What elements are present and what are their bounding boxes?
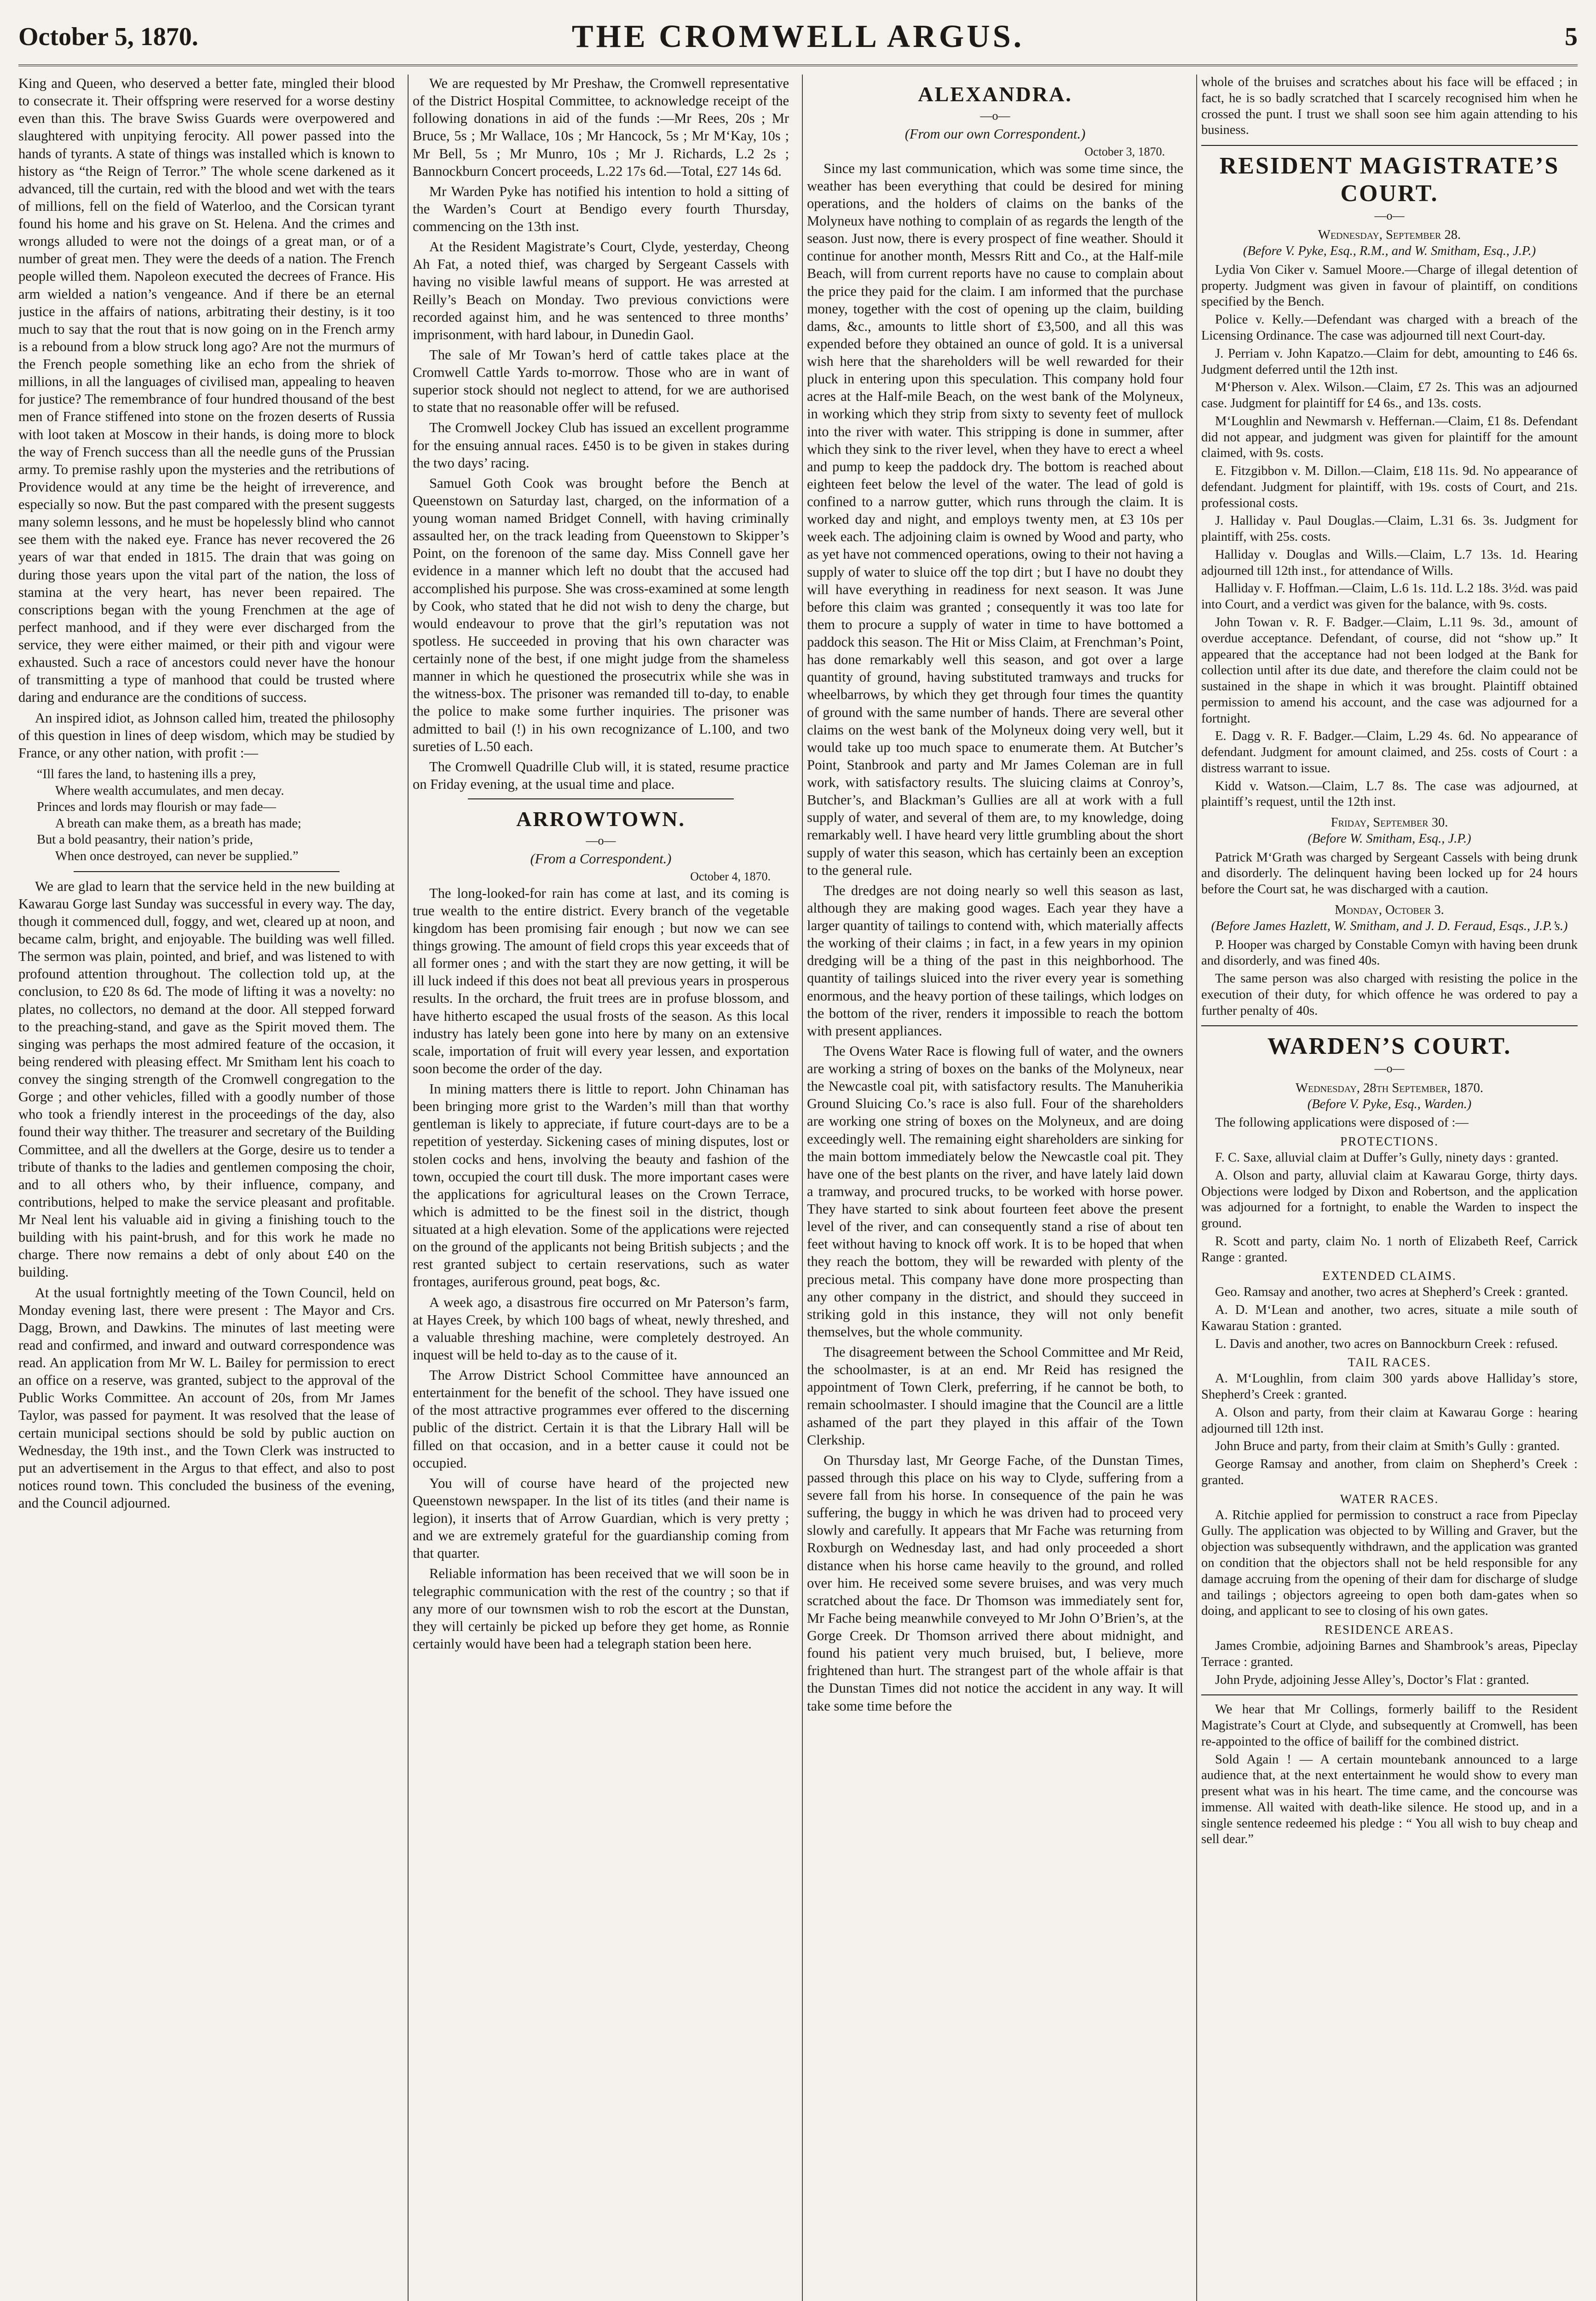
court-case: John Bruce and party, from their claim at Smith’s Gully : granted.	[1215, 1439, 1560, 1454]
column-2	[413, 75, 789, 2301]
correspondent-line: (From a Correspondent.)	[530, 851, 672, 867]
divider	[1201, 1025, 1578, 1026]
poem-line: Where wealth accumulates, and men decay.	[55, 783, 284, 798]
ornament: —o—	[1374, 208, 1405, 222]
news-paragraph: In mining matters there is little to report. John Chinaman has been bringing more grist to the Warden’s mill than that worthy gentleman is likely to appreciate, if future court-days are to be a repetition of yesterday. Sickening cases of mining disputes, lost or stolen cocks and hens, involving the beauty and fashion of the town, occupied the court till dusk. The more important cases were the applications for agricultural leases on the Crown Terrace, which is admitted to be the finest soil in the district, though situated at a high elevation. Some of the applications were rejected on the ground of the applicants not being British subjects ; and the rest granted subject to certain reservations, such as water frontages, auriferous ground, peat bogs, &c.	[413, 1081, 789, 1290]
column-rule	[408, 75, 409, 2301]
court-case: The same person was also charged with resisting the police in the execution of their duty, for which offence he was ordered to pay a further penalty of 40s.	[1201, 971, 1578, 1018]
ornament: —o—	[586, 833, 616, 847]
court-case: Geo. Ramsay and another, two acres at Shepherd’s Creek : granted.	[1215, 1285, 1568, 1300]
news-paragraph: The Cromwell Quadrille Club will, it is stated, resume practice on Friday evening, at the usual time and place.	[413, 758, 789, 792]
news-paragraph: We are glad to learn that the service held in the new building at Kawarau Gorge last Sunday was successful in every way. The day, though it commenced dull, foggy, and wet, cleared up at noon, and became calm, bright, and enjoyable. The building was well filled. The sermon was plain, pointed, and brief, and was listened to with profound attention throughout. The collection told up, at the conclusion, to £20 8s 6d. The mode of lifting it was a novelty: no plates, no collectors, no demand at the door. All stepped forward to the preaching-stand, and gave as the Spirit moved them. The singing was perhaps the most admired feature of the occasion, it being rendered with pleasing effect. Mr Smitham lent his coach to convey the singing strength of the Cromwell congregation to the Gorge ; and other vehicles, filled with a goodly number of those who took a friendly interest in the proceedings of the day, also found their way thither. The treasurer and secretary of the Building Committee, and all the dwellers at the Gorge, desire us to tender a tribute of thanks to the ladies and gentlemen composing the choir, and to all others who, by their influence, company, and contributions, helped to make the service pleasant and profitable. Mr Neal lent his valuable aid in giving a finishing touch to the building with his paint-brush, and for this work he made no charge. There now remains a debt of only about £40 on the building.	[18, 878, 395, 1280]
news-paragraph: Sold Again ! — A certain mountebank announced to a large audience that, at the next entertainment he would show to every man present what was in his heart. The time came, and the concourse was immense. All waited with death-like silence. He stood up, and in a single sentence redeemed his pledge : “ You all wish to buy cheap and sell dear.”	[1201, 1752, 1578, 1847]
newspaper-columns	[18, 75, 1578, 2301]
court-case: John Pryde, adjoining Jesse Alley’s, Doctor’s Flat : granted.	[1215, 1672, 1529, 1687]
news-paragraph: The Arrow District School Committee have announced an entertainment for the benefit of the school. They have issued one of the most attractive programmes ever offered to the discerning public of the district. Certain it is that the Library Hall will be filled on that occasion, and in a better cause it could not be occupied.	[413, 1367, 789, 1471]
news-paragraph: The long-looked-for rain has come at last, and its coming is true wealth to the entire district. Every branch of the vegetable kingdom has been promising fair enough ; but now we can see things growing. The amount of field crops this year exceeds that of all former ones ; and with the start they are now getting, it will be ill luck indeed if this does not beat all previous years in prosperous results. In the orchard, the fruit trees are in profuse blossom, and have hitherto escaped the usual frosts of the season. As this local industry has lately been gone into here by many on an extensive scale, importation of fruit will every year lessen, and exportation soon become the order of the day.	[413, 885, 789, 1076]
poem-line: But a bold peasantry, their nation’s pride,	[37, 833, 253, 847]
news-paragraph: On Thursday last, Mr George Fache, of the Dunstan Times, passed through this place on his way to Clyde, suffering from a severe fall from his horse. In consequence of the pain he was suffering, the buggy in which he was driven had to proceed very slowly and carefully. It appears that Mr Fache was returning from Roxburgh on Wednesday last, and had only proceeded a short distance when his horse came heavily to the ground, and rolled over him. He received some severe bruises, and was very much scratched about the face. Dr Thomson was immediately sent for, Mr Fache being meanwhile conveyed to Mr John O’Brien’s, at the Gorge Creek. Dr Thomson arrived there about midnight, and found his patient very much bruised, but, I believe, more frightened than hurt. The strangest part of the whole affair is that the Dunstan Times did not notice the accident in any way. It will take some time before the	[807, 1452, 1183, 1714]
news-paragraph: At the usual fortnightly meeting of the Town Council, held on Monday evening last, there were present : The Mayor and Crs. Dagg, Brown, and Dawkins. The minutes of last meeting were read and confirmed, and inward and outward correspondence was read. An application from Mr W. L. Bailey for permission to erect an office on a reserve, was granted, subject to the approval of the Public Works Committee. An account of 20s, from Mr James Taylor, was passed for payment. It was resolved that the lease of certain municipal sections should be sold by public auction on Wednesday, the 19th inst., and the Town Clerk was instructed to put an advertisement in the Argus to that effect, and also to post notices round town. This concluded the business of the evening, and the Council adjourned.	[18, 1284, 395, 1511]
court-case: A. Ritchie applied for permission to construct a race from Pipeclay Gully. The application was objected to by Willing and Graver, but the objection was subsequently withdrawn, and the application was granted on condition that the objectors shall not be held responsible for any damage accruing from the opening of their dam for discharge of sludge and tailings ; objectors agreeing to open both dam-gates when so doing, and applicant to see to closing of his own gates.	[1201, 1508, 1578, 1619]
news-paragraph: We are requested by Mr Preshaw, the Cromwell representative of the District Hospital Committee, to acknowledge receipt of the following donations in aid of the funds :—Mr Rees, 20s ; Mr Bruce, 5s ; Mr Wallace, 10s ; Mr Hancock, 5s ; Mr M‘Kay, 10s ; Mr Bell, 5s ; Mr Munro, 10s ; Mr J. Richards, L.2 2s ; Bannockburn Concert proceeds, L.22 17s 6d.—Total, £27 14s 6d.	[413, 75, 789, 179]
ornament: —o—	[1374, 1062, 1405, 1075]
dateline: October 4, 1870.	[690, 870, 771, 884]
court-date: Wednesday, September 28.	[1318, 228, 1461, 243]
court-case: A. D. M‘Lean and another, two acres, situate a mile south of Kawarau Station : granted.	[1201, 1303, 1578, 1333]
news-paragraph: Mr Warden Pyke has notified his intention to hold a sitting of the Warden’s Court at Bendigo every fourth Thursday, commencing on the 13th inst.	[413, 183, 789, 234]
news-paragraph: A week ago, a disastrous fire occurred on Mr Paterson’s farm, at Hayes Creek, by which 100 bags of wheat, newly threshed, and a valuable threshing machine, were completely destroyed. An inquest will be held to-day as to the cause of it.	[413, 1294, 789, 1363]
court-case: Lydia Von Ciker v. Samuel Moore.—Charge of illegal detention of property. Judgment was given in favour of plaintiff, on conditions specified by the Bench.	[1201, 262, 1578, 309]
divider	[1201, 1694, 1578, 1695]
court-case: J. Halliday v. Paul Douglas.—Claim, L.31 6s. 3s. Judgment for plaintiff, with 25s. costs.	[1201, 514, 1578, 544]
court-case: The following applications were disposed of :—	[1215, 1116, 1469, 1130]
section-heading-arrowtown: ARROWTOWN.	[516, 807, 686, 831]
newspaper-title: THE CROMWELL ARGUS.	[571, 19, 1025, 54]
news-paragraph: Reliable information has been received that we will soon be in telegraphic communication with the rest of the country ; so that if any more of our townsmen wish to rob the escort at the Dunstan, they will certainly be picked up before they get home, as Ronnie certainly would have been had a telegraph station been here.	[413, 1566, 789, 1652]
court-case: A. M‘Loughlin, from claim 300 yards above Halliday’s store, Shepherd’s Creek : granted.	[1201, 1371, 1578, 1402]
court-case: James Crombie, adjoining Barnes and Shambrook’s areas, Pipeclay Terrace : granted.	[1201, 1639, 1578, 1669]
court-date: Wednesday, 28th September, 1870.	[1295, 1081, 1484, 1095]
news-paragraph: The Cromwell Jockey Club has issued an excellent programme for the ensuing annual races. £450 is to be given in stakes during the two days’ racing.	[413, 420, 789, 471]
news-paragraph: whole of the bruises and scratches about his face will be effaced ; in fact, he is so badly scratched that I scarcely recognised him when he crossed the punt. I trust we shall soon see him again attending to his business.	[1201, 75, 1578, 138]
france-article-text: King and Queen, who deserved a better fate, mingled their blood to consecrate it. Their offspring were reserved for a worse destiny even than this. The brave Swiss Guards were overpowered and slaughtered with unpitying ferocity. All power passed into the hands of tyrants. A state of things was installed which is known to history as “the Reign of Terror.” The whole scene darkened as it advanced, till the curtain, red with the blood and wet with the tears of millions, fell on the field of Waterloo, and the Corsican tyrant found his home and his grave on St. Helena. And the crimes and wrongs alluded to were not the doings of a great man, or of a number of great men. They were the deeds of a nation. The French people willed them. Napoleon executed the decrees of France. His arm wielded a nation’s vengeance. And if there be an eternal justice in the affairs of nations, arbitrating their destiny, is it too much to say that the rout that is now going on in the French army is a rebound from a blow struck long ago? Are not the murmurs of the French people something like an echo from the shriek of millions, in all the languages of civilised man, appealing to heaven for justice? The remembrance of four hundred thousand of the best men of France stiffened into stone on the frozen deserts of Russia with loot taken at Moscow in their hands, is doing more to block the way of French success than all the needle guns of the Prussian army. To premise rashly upon the mysteries and the retributions of Providence would at any time be the height of irreverence, and especially so now. But the past compared with the present suggests many solemn lessons, and he must be hopelessly blind who cannot see them with the naked eye. France has never recovered the 26 years of war that ended in 1815. The drain that was going on during those years upon the vital part of the nation, the loss of stamina at the very heart, has never been repaired. The conscriptions began with the young Frenchmen at the age of perfect manhood, and if they were ever discharged from the service, they were either maimed, or their pith and vigour were exhausted. Such a race of ancestors could never have the honour of transmitting a type of manhood that could be trusted where daring and endurance are the conditions of success.	[18, 75, 395, 705]
court-case: Halliday v. F. Hoffman.—Claim, L.6 1s. 11d. L.2 18s. 3½d. was paid into Court, and a verdict was given for the balance, with 9s. costs.	[1201, 581, 1578, 612]
bench-line: (Before V. Pyke, Esq., R.M., and W. Smitham, Esq., J.P.)	[1243, 244, 1536, 259]
subsection-heading: RESIDENCE AREAS.	[1325, 1623, 1454, 1637]
section-heading-alexandra: ALEXANDRA.	[918, 82, 1072, 106]
subsection-heading: PROTECTIONS.	[1340, 1134, 1439, 1149]
subsection-heading: WATER RACES.	[1340, 1492, 1439, 1506]
news-paragraph: You will of course have heard of the projected new Queenstown newspaper. In the list of its titles (and their name is legion), it inserts that of Arrow Guardian, which is very pretty ; and we are extremely grateful for the guardianship coming from that quarter.	[413, 1475, 789, 1561]
court-case: A. Olson and party, from their claim at Kawarau Gorge : hearing adjourned till 12th inst.	[1201, 1405, 1578, 1436]
court-case: Police v. Kelly.—Defendant was charged with a breach of the Licensing Ordinance. The case was adjourned till next Court-day.	[1201, 312, 1578, 343]
court-case: M‘Pherson v. Alex. Wilson.—Claim, £7 2s. This was an adjourned case. Judgment for plaintiff for £4 6s., and 13s. costs.	[1201, 380, 1578, 411]
subsection-heading: TAIL RACES.	[1348, 1355, 1431, 1370]
court-case: John Towan v. R. F. Badger.—Claim, L.11 9s. 3d., amount of overdue acceptance. Defendant, of course, did not “show up.” It appeared that the acceptance had not been lodged at the Bank for collection until after its due date, and therefore the claim could not be sustained in the shape in which it was brought. Plaintiff obtained permission to amend his account, and the case was adjourned for a fortnight.	[1201, 615, 1578, 726]
column-rule	[1196, 75, 1197, 2301]
masthead	[18, 9, 1578, 66]
subsection-heading: EXTENDED CLAIMS.	[1322, 1269, 1457, 1283]
page-number: 5	[1565, 23, 1578, 51]
column-3	[807, 75, 1183, 2301]
france-article-text: An inspired idiot, as Johnson called him, treated the philosophy of this question in lines of deep wisdom, which may be studied by France, or any other nation, with profit :—	[18, 710, 395, 761]
court-date: Friday, September 30.	[1331, 815, 1448, 830]
court-case: P. Hooper was charged by Constable Comyn with having been drunk and disorderly, and was fined 40s.	[1201, 937, 1578, 968]
court-case: E. Dagg v. R. F. Badger.—Claim, L.29 4s. 6d. No appearance of defendant. Judgment for amount claimed, and 25s. costs of Court : a distress warrant to issue.	[1201, 729, 1578, 775]
poem-quote	[37, 766, 386, 865]
poem-line: Princes and lords may flourish or may fade—	[37, 800, 276, 815]
news-paragraph: We hear that Mr Collings, formerly bailiff to the Resident Magistrate’s Court at Clyde, and subsequently at Cromwell, has been re-appointed to the office of bailiff for the combined district.	[1201, 1702, 1578, 1749]
divider	[74, 871, 340, 872]
court-case: Halliday v. Douglas and Wills.—Claim, L.7 13s. 1d. Hearing adjourned till 12th inst., for attendance of Wills.	[1201, 547, 1578, 578]
court-case: E. Fitzgibbon v. M. Dillon.—Claim, £18 11s. 9d. No appearance of defendant. Judgment for plaintiff, with 19s. costs of Court, and 21s. professional costs.	[1201, 464, 1578, 510]
court-case: Patrick M‘Grath was charged by Sergeant Cassels with being drunk and disorderly. The delinquent having been locked up for 24 hours before the Court sat, he was discharged with a caution.	[1201, 850, 1578, 897]
poem-line: A breath can make them, as a breath has made;	[55, 816, 301, 831]
column-1	[18, 75, 395, 2301]
court-case: M‘Loughlin and Newmarsh v. Heffernan.—Claim, £1 8s. Defendant did not appear, and judgment was given for plaintiff for the amount claimed, with 9s. costs.	[1201, 414, 1578, 461]
poem-line: When once destroyed, can never be supplied.”	[55, 849, 299, 863]
news-paragraph: At the Resident Magistrate’s Court, Clyde, yesterday, Cheong Ah Fat, a noted thief, was charged by Sergeant Cassels with having no visible lawful means of support. He was arrested at Reilly’s Beach on Monday. Two previous convictions were recorded against him, and he was sentenced to three months’ imprisonment, with hard labour, in Dunedin Gaol.	[413, 239, 789, 342]
bench-line: (Before V. Pyke, Esq., Warden.)	[1307, 1097, 1472, 1111]
court-case: F. C. Saxe, alluvial claim at Duffer’s Gully, ninety days : granted.	[1215, 1150, 1559, 1165]
news-paragraph: Since my last communication, which was some time since, the weather has been everything that could be desired for mining operations, and the holders of claims on the banks of the Molyneux have nothing to complain of as regards the length of the season. Just now, there is every prospect of fine weather. Should it continue for another month, Messrs Ritt and Co., at the Half-mile Beach, will from current reports have no cause to complain about the price they paid for the claim. I am informed that the purchase money, together with the cost of opening up the claim, building dams, &c., amounts to little short of £3,500, and all this was expended before they obtained an ounce of gold. It is a universal wish here that the shareholders will be well rewarded for their pluck in entering upon this speculation. This company hold four acres at the Half-mile Beach, on the west bank of the Molyneux, in working which they strip from sixty to seventy feet of mullock into the river with water. This stripping is done in summer, after which they sink to the river level, when they have to erect a wheel and pump to keep the paddock dry. The bottom is reached about eighteen feet below the level of the water. The lead of gold is confined to a narrow gutter, which runs through the claim. It is worked day and night, and employs twenty men, at £3 10s per week each. The adjoining claim is owned by Wood and party, who as yet have not commenced operations, owing to their not having a supply of water to sluice off the top dirt ; but I have no doubt they will have everything in readiness for next season. It was June before this claim was granted ; consequently it was too late for them to procure a supply of water in time to have bottomed a paddock this season. The Hit or Miss Claim, at Frenchman’s Point, has done remarkably well this season, and got over a large quantity of ground, having substituted tramways and trucks for wheelbarrows, by which they get through four times the quantity of ground with the same number of hands. There are several other claims on the west bank of the Molyneux doing very well, but it would take up too much space to enumerate them. At Butcher’s Point, Stanbrook and party and Mr James Coleman are in full work, with satisfactory results. The sluicing claims at Conroy’s, Butcher’s, and Blackman’s Gullies are all at work with a full supply of water, and several of them are, to my knowledge, doing remarkably well. I have heard very little grumbling about the short supply of water this season, which has certainly been an exception to the general rule.	[807, 160, 1183, 878]
ornament: —o—	[980, 109, 1010, 122]
correspondent-line: (From our own Correspondent.)	[905, 126, 1086, 142]
divider	[1201, 145, 1578, 146]
bench-line: (Before W. Smitham, Esq., J.P.)	[1308, 831, 1471, 846]
poem-line: “Ill fares the land, to hastening ills a prey,	[37, 767, 256, 781]
court-case: L. Davis and another, two acres on Bannockburn Creek : refused.	[1215, 1336, 1558, 1351]
issue-date: October 5, 1870.	[18, 23, 198, 51]
court-case: Kidd v. Watson.—Claim, L.7 8s. The case was adjourned, at plaintiff’s request, until the 12th inst.	[1201, 779, 1578, 809]
news-paragraph: The Ovens Water Race is flowing full of water, and the owners are working a string of boxes on the banks of the Molyneux, near the Newcastle coal pit, with satisfactory results. The Manuherikia Ground Sluicing Co.’s race is also full. Four of the shareholders are working one string of boxes on the Molyneux, and are doing exceedingly well. The remaining eight shareholders are sinking for the main bottom immediately below the Newcastle coal pit. They have one of the best plants on the river, and have lately laid down a tramway, and procured trucks, to be worked with horse power. They have started to sink about fourteen feet above the present level of the river, and can consequently stand a rise of about ten feet without having to knock off work. It is to be hoped that when they reach the bottom, they will be rewarded with plenty of the precious metal. This company have done more prospecting than any other company in the district, and should they succeed in striking gold in this instance, they will not only benefit themselves, but the whole community.	[807, 1043, 1183, 1340]
court-case: A. Olson and party, alluvial claim at Kawarau Gorge, thirty days. Objections were lodged by Dixon and Robertson, and the application was adjourned for a fortnight, to enable the Warden to inspect the ground.	[1201, 1168, 1578, 1231]
news-paragraph: The disagreement between the School Committee and Mr Reid, the schoolmaster, is at an end. Mr Reid has resigned the appointment of Town Clerk, preferring, if he cannot be both, to remain schoolmaster. I should imagine that the Council are a little ashamed of the part they played in this affair of the Town Clerkship.	[807, 1344, 1183, 1448]
news-paragraph: The dredges are not doing nearly so well this season as last, although they are making good wages. Each year they have a larger quantity of tailings to contend with, which materially affects the working of their claims ; in fact, in a few years in my opinion dredging will be a thing of the past in this neighborhood. The quantity of tailings sluiced into the river every year is something enormous, and the heavy portion of these tailings, which lodges on the bottom of the river, renders it impossible to reach the bottom with present appliances.	[807, 882, 1183, 1039]
news-paragraph: The sale of Mr Towan’s herd of cattle takes place at the Cromwell Cattle Yards to-morrow. Those who are in want of superior stock should not neglect to attend, for we are authorised to state that no reasonable offer will be refused.	[413, 347, 789, 416]
news-paragraph: Samuel Goth Cook was brought before the Bench at Queenstown on Saturday last, charged, on the information of a young woman named Bridget Connell, with having criminally assaulted her, on the track leading from Queenstown to Skipper’s Point, on the forenoon of the same day. Miss Connell gave her evidence in a manner which left no doubt that the accused had accomplished his purpose. She was cross-examined at some length by Cook, who stated that he did not wish to deny the charge, but would endeavour to prove that the girl’s reputation was not spotless. He succeeded in proving that his own character was certainly none of the best, if one might judge from the shameless manner in which he questioned the prosecutrix while she was in the witness-box. The prisoner was remanded till to-day, to enable the police to make some further inquiries. The prisoner was admitted to bail (!) in his own recognizance of L.100, and two sureties of L.50 each.	[413, 475, 789, 754]
column-4	[1201, 75, 1578, 2301]
court-case: R. Scott and party, claim No. 1 north of Elizabeth Reef, Carrick Range : granted.	[1201, 1234, 1578, 1265]
court-case: George Ramsay and another, from claim on Shepherd’s Creek : granted.	[1201, 1457, 1578, 1487]
divider	[468, 798, 734, 799]
section-heading-wardens-court: WARDEN’S COURT.	[1267, 1033, 1512, 1060]
court-date: Monday, October 3.	[1335, 903, 1444, 917]
section-heading-rm-court: RESIDENT MAGISTRATE’S COURT.	[1219, 153, 1560, 207]
dateline: October 3, 1870.	[1084, 145, 1165, 159]
column-rule	[802, 75, 803, 2301]
bench-line: (Before James Hazlett, W. Smitham, and J. D. Feraud, Esqs., J.P.’s.)	[1211, 919, 1568, 933]
court-case: J. Perriam v. John Kapatzo.—Claim for debt, amounting to £46 6s. Judgment deferred until the 12th inst.	[1201, 346, 1578, 377]
